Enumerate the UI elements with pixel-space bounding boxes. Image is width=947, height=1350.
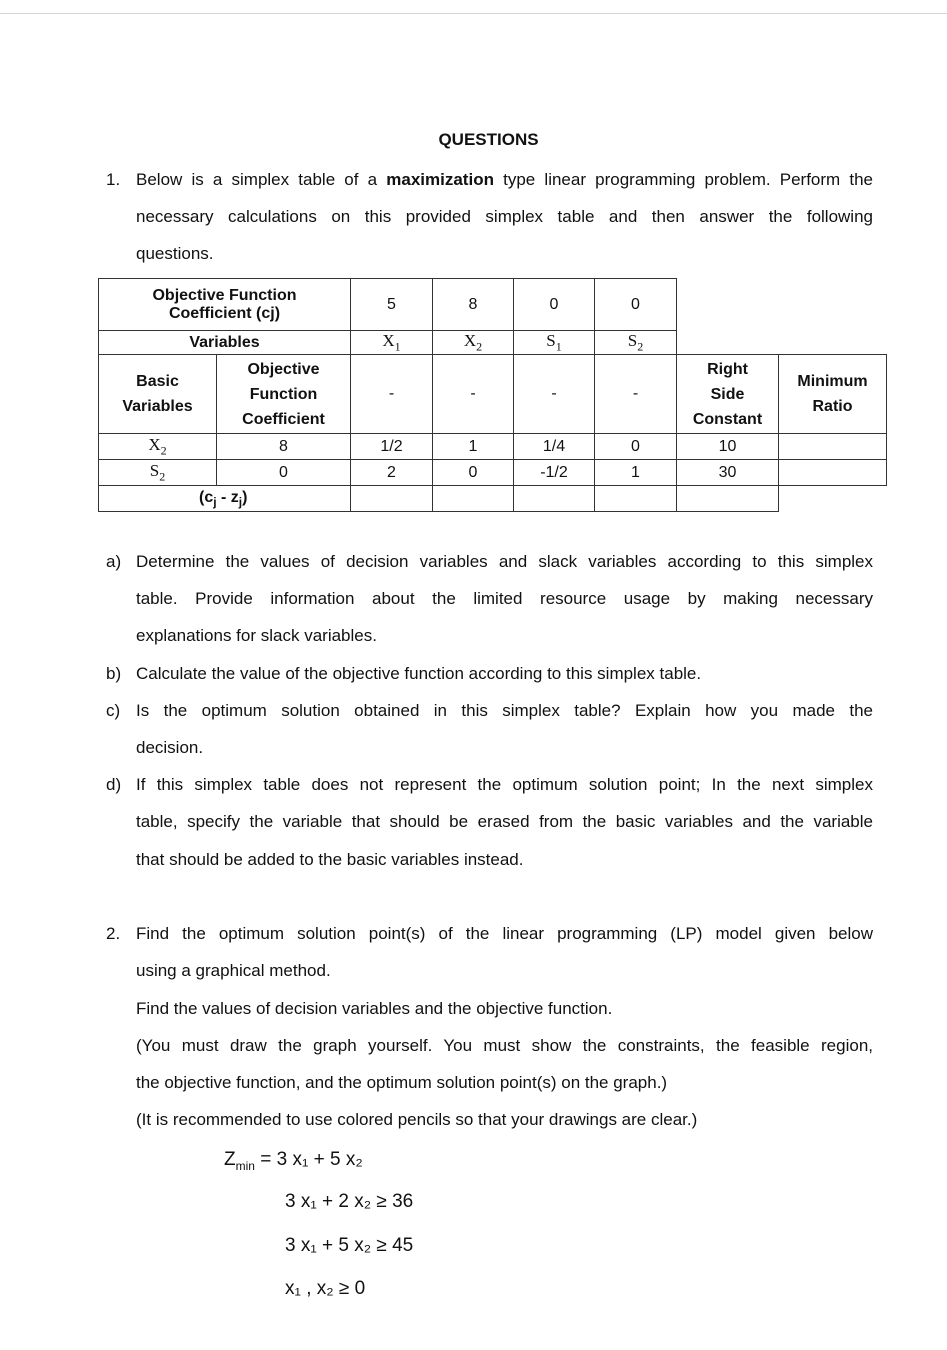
rhs-cell: 30 — [677, 460, 779, 486]
cj-zj-cell — [677, 486, 779, 512]
cj-zj-cell — [433, 486, 514, 512]
part-d-label: d) — [106, 775, 122, 794]
objective-function-coefficient-column-header: Objective Function Coefficient — [217, 355, 351, 434]
variable-x1: $X_1$ — [351, 331, 433, 355]
part-d-line-2: table, specify the variable that should be erased from the basic variables and the variable — [136, 812, 873, 831]
table-cell: 1/2 — [351, 434, 433, 460]
cj-zj-row — [99, 486, 887, 512]
cj-zj-cell — [595, 486, 677, 512]
variable-s1: $S_1$ — [514, 331, 595, 355]
question-2-line-4: (You must draw the graph yourself. You must show the constraints, the feasible region, — [136, 1036, 873, 1055]
variable-x2: $X_2$ — [433, 331, 514, 355]
question-2-line-6: (It is recommended to use colored pencils so that your drawings are clear.) — [136, 1110, 698, 1129]
question-2-line-3: Find the values of decision variables and the objective function. — [136, 999, 613, 1018]
part-a-label: a) — [106, 552, 122, 571]
question-2-number: 2. — [106, 924, 121, 943]
question-2-line-1: Find the optimum solution point(s) of the linear programming (LP) model given below — [136, 924, 873, 943]
part-a-line-1: Determine the values of decision variables and slack variables according to this simplex — [136, 552, 873, 571]
part-d-line-1: If this simplex table does not represent the optimum solution point; In the next simplex — [136, 775, 873, 794]
table-cell: 1 — [433, 434, 514, 460]
non-negativity-constraint: x₁ , x₂ ≥ 0 — [285, 1278, 366, 1299]
coefficient-x1: 5 — [351, 279, 433, 331]
cb-cell: 0 — [217, 460, 351, 486]
constraint-1: 3 x₁ + 2 x₂ ≥ 36 — [285, 1191, 414, 1212]
ratio-cell — [779, 460, 887, 486]
dash-cell: - — [514, 355, 595, 434]
cj-zj-label: $(c_j - z_j)$ — [99, 486, 351, 512]
part-a-line-3: explanations for slack variables. — [136, 626, 377, 645]
cj-zj-cell — [514, 486, 595, 512]
variable-s2: $S_2$ — [595, 331, 677, 355]
table-cell: 1 — [595, 460, 677, 486]
coefficient-x2: 8 — [433, 279, 514, 331]
ratio-cell — [779, 434, 887, 460]
question-2-line-5: the objective function, and the optimum solution point(s) on the graph.) — [136, 1073, 668, 1092]
page-title: QUESTIONS — [438, 130, 539, 149]
dash-cell: - — [433, 355, 514, 434]
table-cell: 0 — [433, 460, 514, 486]
part-a-line-2: table. Provide information about the limited resource usage by making necessary — [136, 589, 873, 608]
cb-cell: 8 — [217, 434, 351, 460]
part-c-line-2: decision. — [136, 738, 204, 757]
coefficient-s2: 0 — [595, 279, 677, 331]
coefficient-s1: 0 — [514, 279, 595, 331]
question-1-intro-line-2: necessary calculations on this provided simplex table and then answer the following — [136, 207, 873, 226]
variables-header: Variables — [99, 331, 351, 355]
part-c-line-1: Is the optimum solution obtained in this simplex table? Explain how you made the — [136, 701, 873, 720]
basic-variable-cell: $S_2$ — [99, 460, 217, 486]
basic-variables-header: Basic Variables — [99, 355, 217, 434]
part-d-line-3: that should be added to the basic variables instead. — [136, 850, 524, 869]
table-cell: 2 — [351, 460, 433, 486]
simplex-table — [98, 278, 887, 512]
objective-function-coefficient-header: Objective Function Coefficient (cj) — [99, 279, 351, 331]
minimum-ratio-header: Minimum Ratio — [779, 355, 887, 434]
table-cell: -1/2 — [514, 460, 595, 486]
rhs-cell: 10 — [677, 434, 779, 460]
dash-cell: - — [595, 355, 677, 434]
right-side-constant-header: Right Side Constant — [677, 355, 779, 434]
table-row — [99, 460, 887, 486]
table-cell: 0 — [595, 434, 677, 460]
question-1-number: 1. — [106, 170, 121, 189]
part-b-label: b) — [106, 664, 122, 683]
table-cell: 1/4 — [514, 434, 595, 460]
top-border-line — [0, 13, 947, 14]
cj-zj-cell — [351, 486, 433, 512]
basic-variable-cell: $X_2$ — [99, 434, 217, 460]
question-1-intro-line-1: Below is a simplex table of a maximization type linear programming problem. Perform the — [136, 170, 873, 189]
part-b-line-1: Calculate the value of the objective function according to this simplex table. — [136, 664, 702, 683]
objective-function: $Z_{min} = 3$ x₁ + 5 x₂ — [224, 1149, 363, 1173]
dash-cell: - — [351, 355, 433, 434]
part-c-label: c) — [106, 701, 121, 720]
question-1-intro-line-3: questions. — [136, 244, 214, 263]
table-row — [99, 434, 887, 460]
question-2-line-2: using a graphical method. — [136, 961, 331, 980]
constraint-2: 3 x₁ + 5 x₂ ≥ 45 — [285, 1235, 414, 1256]
